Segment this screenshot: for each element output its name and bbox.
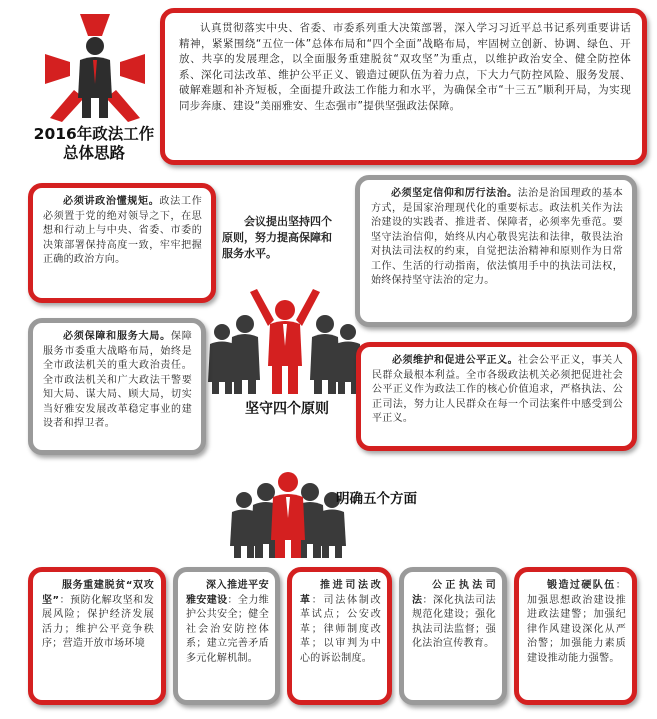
aspect-4-lead: 公正执法司法 xyxy=(412,580,496,606)
principle-box-3 xyxy=(28,318,206,455)
aspect-3-lead: 推进司法改革 xyxy=(300,580,381,606)
aspect-2-lead: 深入推进平安雅安建设 xyxy=(186,580,269,606)
principle-box-4 xyxy=(356,342,637,451)
principle-4-lead: 必须维护和促进公平正义。 xyxy=(392,355,519,366)
aspect-box-1 xyxy=(28,567,166,705)
principle-3-lead: 必须保障和服务大局。 xyxy=(63,331,171,342)
aspect-5-body: ：加强思想政治建设推进政法建警；加强纪律作风建设深化从严治警；加强能力素质建设推动能力强警。 xyxy=(527,580,626,664)
aspect-1-body: ：预防化解攻坚和发展风险；保护经济发展活力；维护公平竞争秩序；营造开放市场环境 xyxy=(42,594,154,649)
principles-intro: 会议提出坚持四个原则，努力提高保障和服务水平。 xyxy=(222,215,332,260)
principle-1-lead: 必须讲政治懂规矩。 xyxy=(63,196,160,207)
four-principles-heading: 坚守四个原则 xyxy=(245,401,329,417)
principle-3-body: 保障服务市委重大战略布局，始终是全市政法机关的重大政治责任。全市政法机关和广大政法干警要知大局、谋大局、顾大局，切实当好雅安发展改革稳定事业的建设者和捍卫者。 xyxy=(43,331,192,429)
overall-thinking-title: 2016年政法工作 总体思路 xyxy=(33,125,155,162)
overall-thinking-box xyxy=(160,8,647,165)
aspect-3-body: ：司法体制改革试点；公安改革；律师制度改革；以审判为中心的诉讼制度。 xyxy=(300,594,381,664)
principle-box-2 xyxy=(355,175,637,327)
aspect-box-2 xyxy=(173,567,280,705)
aspect-box-5 xyxy=(514,567,637,705)
aspect-box-4 xyxy=(399,567,507,705)
principle-4-body: 社会公平正义，事关人民群众最根本利益。全市各级政法机关必须把促进社会公平正义作为政法工作的核心价值追求，严格执法、公正司法，努力让人民群众在每一个司法案件中感受到公平正义。 xyxy=(372,355,623,424)
aspect-5-lead: 锻造过硬队伍 xyxy=(547,580,616,591)
businessman-target-icon xyxy=(40,14,150,124)
aspect-4-body: ：深化执法司法规范化建设；强化执法司法监督；强化法治宣传教育。 xyxy=(412,594,496,649)
aspect-2-body: ：全力维护公共安全；健全社会治安防控体系；建立完善矛盾多元化解机制。 xyxy=(186,594,270,664)
aspect-box-3 xyxy=(287,567,392,705)
principle-2-lead: 必须坚定信仰和厉行法治。 xyxy=(391,188,518,199)
overall-thinking-text: 认真贯彻落实中央、省委、市委系列重大决策部署，深入学习习近平总书记系列重要讲话精神，紧紧围绕“五位一体”总体布局和“四个全面”战略布局，牢固树立创新、协调、绿色、开放、共享的发展理念，以全面服务重建脱贫“双攻坚”为重点，以维护政治安全、健全防控体系、深化司法改革、维护公平正义、锻造过硬队伍为着力点，下大力气防控风险、服务发展、破解难题和补齐短板，全面提升政法工作能力和水平，为确保全市“十三五”顺利开局，为实现同步奔康、建设“美丽雅安、生态强市”提供坚强政法保障。 xyxy=(179,22,631,112)
people-group-icon xyxy=(228,470,348,560)
principle-box-1 xyxy=(28,183,216,303)
leader-crowd-icon xyxy=(200,286,370,396)
aspect-1-lead: 服务重建脱贫“双攻坚” xyxy=(42,580,154,606)
five-aspects-heading: 明确五个方面 xyxy=(336,491,417,507)
principle-1-body: 政法工作必须置于党的绝对领导之下，在思想和行动上与中央、省委、市委的决策部署保持高度一致，牢牢把握正确的政治方向。 xyxy=(43,196,203,265)
principle-2-body: 法治是治国理政的基本方式，是国家治理现代化的重要标志。政法机关作为法治建设的实践者、推进者、保障者，必须率先垂范。要坚守法治信仰，始终从内心敬畏宪法和法律，敬畏法治对执法司法权的约束，自觉把法治精神和原则作为日常工作、生活的行动指南，依法慎用手中的执法司法权，始终保持坚守法治的定力。 xyxy=(371,188,623,286)
